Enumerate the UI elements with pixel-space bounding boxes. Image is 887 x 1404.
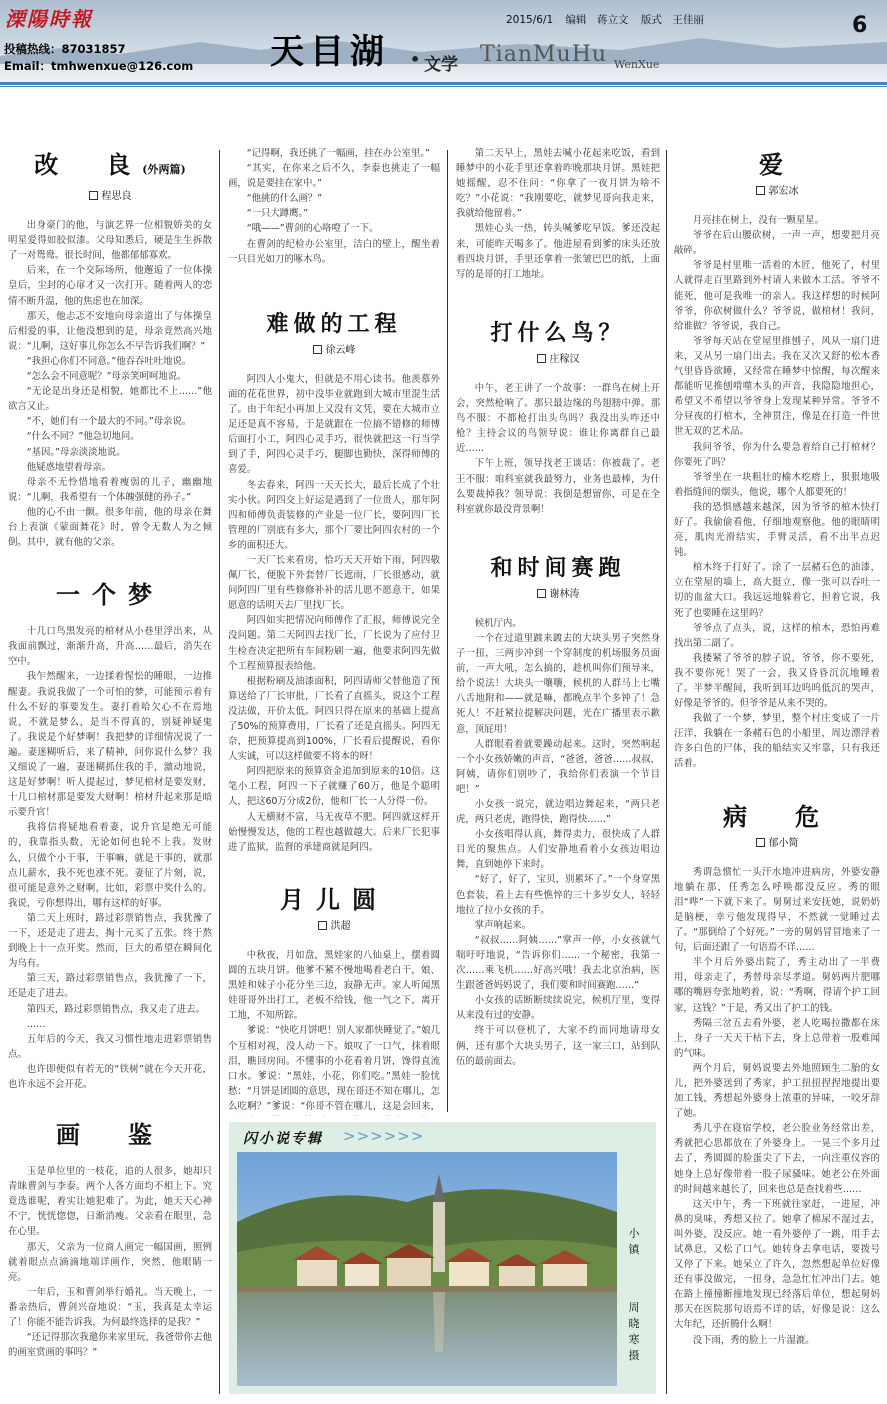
paragraph: …… bbox=[26, 1018, 46, 1030]
section-dot: • bbox=[410, 50, 421, 69]
paragraph: 出身豪门的他，与演艺界一位相貌娇美的女明星爱得如胶似漆。父母知悉后，硬是生生拆散了一对鸳鸯。很长时间，他都郁郁寡欢。 bbox=[8, 220, 212, 262]
article-body-dashenme bbox=[456, 381, 660, 517]
paragraph: 他的心不由一颤。很多年前，他的母亲在舞台上表演《蒙面舞花》时，曾令无数人为之倾倒。其中，就有他的父亲。 bbox=[8, 506, 212, 549]
paragraph: “怎么会不同意呢？”母亲笑呵呵地说。 bbox=[26, 371, 187, 383]
paragraph: 阿四人小鬼大，但就是不用心读书。他羡慕外面的花花世界，初中没毕业就跑到大城市里混生活了。由于年纪小再加上又没有文凭，要在大城市立足还是真不容易，于是就跟在一位搞不错修的师傅后面打小工，阿四心灵手巧，很快就把这一行当学到了手，阿四心灵手巧，腿脚也勤快，深得师傅的喜爱。 bbox=[228, 373, 440, 476]
paragraph: 我搂紧了爷爷的脖子说，爷爷，你不要死，我不要你死！哭了一会，我又昏昏沉沉地睡着了。半梦半醒间，我听到耳边呜呜低沉的哭声，好像是爷爷的。但爷爷是从来不哭的。 bbox=[674, 652, 880, 710]
paragraph: 半个月后外婆出院了，秀主动出了一半费用，母亲走了，秀替母亲尽孝道。舅妈两片肥哪哪的嘴唇夸张地哟着，说：“秀啊，得请个护工回家，这钱？”于是，秀又出了护工的钱。 bbox=[674, 957, 880, 1014]
section-pinyin-sub: WenXue bbox=[614, 58, 660, 71]
column-4 bbox=[674, 150, 880, 1400]
paragraph: “其实，在你来之后不久，李泰也挑走了一幅画，说是要挂在家中。” bbox=[228, 163, 440, 190]
author-line: 程思良 bbox=[8, 189, 212, 204]
paragraph: “什么不同？”他急切地问。 bbox=[26, 431, 140, 443]
article-title-gailiang: 改 良(外两篇) bbox=[34, 150, 186, 179]
article-title-dashenme: 打什么鸟？ bbox=[490, 319, 626, 346]
article-body-bingwei bbox=[674, 865, 880, 1348]
paragraph: 第三天，路过彩票销售点，我犹豫了一下，还是走了进去。 bbox=[8, 973, 212, 1000]
paragraph: “他挑的什么画？” bbox=[246, 193, 323, 205]
paragraph: 母亲不无怜惜地看着瘦弱的儿子，幽幽地说：“儿啊，我希望有一个体魄强健的孙子。” bbox=[8, 476, 212, 503]
town-photo-illustration bbox=[237, 1152, 617, 1386]
feature-header: 闪小说专辑 bbox=[243, 1131, 323, 1147]
paragraph: 小女孩的话断断续续说完，候机厅里，变得从来没有过的安静。 bbox=[456, 995, 660, 1022]
paragraph: 两个月后，舅妈说要去外地照顾生二胎的女儿，把外婆送到了秀家，护工扭扭捏捏地提出要加工钱，秀想起外婆身上浓重的异味，一咬牙辞了她。 bbox=[674, 1062, 880, 1120]
paragraph: “好了，好了，宝贝，别累坏了。”一个身穿黑色套装，看上去有些憔悴的三十多岁女人，轻轻地拉了拉小女孩的手。 bbox=[456, 874, 660, 916]
article-title-nanzuo: 难做的工程 bbox=[266, 310, 402, 337]
author-line: 庄稼汉 bbox=[456, 352, 660, 367]
column-2 bbox=[228, 146, 440, 1116]
paragraph: 那天，他忐忑不安地向母亲道出了与体操皇后相爱的事，让他没想到的是，母亲竟然高兴地说：“儿啊，这好事儿你怎么不早告诉我们啊？” bbox=[8, 310, 212, 352]
paragraph: “叔叔……阿姨……”掌声一停，小女孩就气喘吁吁地说，“告诉你们……一个秘密，我第一次……乘飞机……好高兴哦！我去北京治病，医生跟爸爸妈妈说了，我们要和时间赛跑……” bbox=[456, 934, 660, 992]
paragraph: 小女孩一说完，就边唱边舞起来，“两只老虎，两只老虎，跑得快，跑得快……” bbox=[456, 799, 660, 826]
column-3 bbox=[456, 146, 660, 1116]
paragraph: 我做了一个梦，梦里，整个村庄变成了一片汪洋，我躺在一条赭石色的小船里，周边漂浮着许多白色的尸体，我的船结实又牢靠，只有我还活着。 bbox=[674, 713, 880, 770]
article-title-hesaipao: 和时间赛跑 bbox=[490, 554, 626, 581]
paragraph: 我的恐惧感越来越深，因为爷爷的棺木快打好了。我偷偷看他，仔细地观察他。他的眼睛明亮，肌肉光滑结实，手臂灵活，看不出半点迟钝。 bbox=[674, 501, 880, 559]
photo-caption-credit: 周 晓 寒 摄 bbox=[628, 1301, 640, 1362]
issue-date: 2015/6/1 bbox=[506, 14, 554, 26]
paragraph: 我将信将疑地看着妻，说升官是绝无可能的，我靠指头数，无论如何也轮不上我。发财么，只做个小干事，干事嘛，就是干事的，就那点儿薪水，我不死也涨不死。妻征了片刻，说，很可能是意外之财啊，比如，彩票中奖什么的。我说，亏你想得出，哪有这样的好事。 bbox=[8, 822, 212, 909]
submission-hotline: 投稿热线：87031857 bbox=[4, 42, 126, 56]
article-title-bingwei: 病 危 bbox=[723, 801, 831, 831]
paragraph: 爷爷在后山腰砍树，一声一声，想要把月亮敲碎。 bbox=[674, 230, 880, 257]
article-title-yigemeng: 一个梦 bbox=[56, 580, 164, 610]
paragraph: 这天中午，秀一下班就往家赶，一进屋，冲鼻的臭味，秀想又拉了。她拿了棉尿不湿过去，叫外婆，没反应。她一看外婆停了一跳，用手去试鼻息，又松了口气。她转身去拿电话，要拨号又停了下来。她呆立了许久，忽然想起单位好像还有事没做完，一扭身，急急忙忙冲出门去。她在路上撞撞断撞地发现已经落后单位，想起舅妈那天在医院那句语焉不详的话，好像是说：这么大年纪，还折腾什么啊！ bbox=[674, 1198, 880, 1331]
paragraph: 爷爷坐在一块粗壮的榆木疙瘩上，狠狠地吸着指缝间的烟头，他说，哪个人都要死的！ bbox=[674, 471, 880, 498]
article-title-huajian: 画 鉴 bbox=[56, 1120, 164, 1150]
paragraph: 一个在过道里踱来踱去的大块头男子突然身子一扭，三两步冲到一个穿制度的机场服务员面前，一声大吼，怎么搞的，趁机叫你们预导来，给个说法！大块头一嚷嚷，候机的人群马上七嘴八舌地附和——就是嘛，都晚点半个多钟了！急死人！不赶紧拉提解决问题，光在广播里表示歉意，顶屁用！ bbox=[456, 632, 660, 735]
paragraph: 爹说：“快吃月饼吧！别人家都快睡觉了。”娘几个互相对视，没人动一下。娘叹了一口气，抹着眼泪，瞧回房间。不懂事的小花看着月饼，馋得直流口水。爹说：“黑娃，小花，你们吃。”黑娃一脸忧愁：“月饼是团圆的意思，现在哥还不知在哪儿，怎么吃啊？”爹说：“你哥不管在哪儿，这是会回来， bbox=[228, 1025, 440, 1112]
paragraph: 中午，老王讲了一个故事：一群鸟在树上开会，突然枪响了。那只最边缘的鸟翅膀中弹。那鸟不服：不都枪打出头鸟吗？我没出头咋还中枪？主持会议的鸟领导说：谁让你离群自己最近…… bbox=[456, 382, 660, 455]
section-subtitle: 文学 bbox=[424, 55, 458, 75]
masthead bbox=[0, 0, 887, 82]
paragraph: “一只大蹲鹰。” bbox=[246, 208, 309, 220]
author-line: 郭宏冰 bbox=[674, 184, 880, 199]
article-body-nanzuo bbox=[228, 372, 440, 855]
paragraph: 没下雨，秀的脸上一片湿漉。 bbox=[692, 1334, 815, 1346]
paragraph: 那天，父亲为一位商人画完一幅国画，照例就着眼点点滴滴地端详画作，突然，他眼睛一亮。 bbox=[8, 1241, 212, 1283]
paragraph: “不，她们有一个最大的不同。”母亲说。 bbox=[26, 416, 192, 428]
paragraph: 我乍然醒来，一边揉着惺忪的睡眼，一边推醒妻。我说我做了一个可怕的梦，可能预示着有什么不好的事要发生。妻打着哈欠心不在焉地说，不就是梦么，是当不得真的，别疑神疑鬼了。我说是个好梦啊！我把梦的详细情况说了一遍。妻迷糊听后，来了精神，问你说什么梦？我又细说了一遍，妻迷糊抓住我的手，激动地说，这是好梦啊！听人提起过，梦见棺材是要发财，十几口棺材那是要发大财啊！棺材升起来那是暗示要升官！ bbox=[8, 671, 212, 819]
paragraph: 爷爷是村里唯一活着的木匠，他死了，村里人就得走百里路到外村请人来做木工活。爷爷不能死，他可是我唯一的亲人。我这样想的时候阿爷爷，你砍树做什么？爷爷说，做棺材！我问，给谁做？爷爷说，我自己。 bbox=[674, 260, 880, 332]
paragraph: “无论是出身还是相貌，她都比不上……”他欲言又止。 bbox=[8, 386, 212, 413]
paragraph: 后来，在一个交际场所，他邂逅了一位体操皇后，尘封的心扉才又一次打开。随着两人的恋情不断升温，他的焦虑也在加深。 bbox=[8, 265, 212, 307]
paragraph: 阿四如实把情况向师傅作了汇报，师傅说完全没问题。第二天阿四去找厂长，厂长说为了应付卫生检查决定把所有车间粉刷一遍，他要求阿四先做个工程预算报表给他。 bbox=[228, 615, 440, 672]
paragraph: 人群眼看着就要躁动起来。这时，突然响起一个小女孩娇嫩的声音，“爸爸，爸爸……叔叔，阿姨，请你们别吵了，我给你们表演一个节目吧！” bbox=[456, 738, 660, 795]
issue-info bbox=[506, 12, 713, 27]
paragraph: “哦——”曹剑的心咯噔了一下。 bbox=[246, 223, 379, 235]
article-body-huajian-cont bbox=[228, 146, 440, 267]
paragraph: 下午上班，领导找老王谈话：你被裁了。老王不服：咱科室就我最努力，业务也最棒，为什么要裁掉我？领导说：我倒是想留你，可是在全科室就你最没背景啊！ bbox=[456, 458, 660, 515]
paragraph: 终于可以登机了，大家不约而同地请母女俩，还有那个大块头男子，这一家三口，站到队伍的最前面去。 bbox=[456, 1025, 660, 1067]
paragraph: “我担心你们不同意。”他吞吞吐吐地说。 bbox=[26, 355, 192, 367]
column-divider bbox=[666, 150, 667, 1394]
article-body-ai bbox=[674, 213, 880, 771]
paragraph: 小女孩唱得认真，舞得卖力，很快成了人群目光的聚焦点。人们安静地看着小女孩边唱边舞，直到她停下来时。 bbox=[456, 829, 660, 871]
paragraph: 十几口鸟黑发亮的棺材从小巷里浮出来，从我面前飘过，渐渐升高，升高……最后，消失在空中。 bbox=[8, 626, 212, 668]
paragraph: 根据粉刷及油漆面积，阿四请师父替他造了预算送给了厂长审批，厂长看了直摇头，说这个工程没法做，开价太低。阿四只得在原来的基础上提高了50%的预算费用，厂长看了还是直摇头。阿四无奈，把预算提高到100%，厂长看后提醒说，看你人实诚，可以这样做要不将本的呀！ bbox=[228, 675, 440, 763]
paragraph: “基因。”母亲淡淡地说。 bbox=[26, 446, 126, 458]
paragraph: 五年后的今天，我又习惯性地走进彩票销售点。 bbox=[8, 1033, 212, 1060]
paragraph: 爷爷点了点头，说，这样的棺木，恐怕再难找出第二副了。 bbox=[674, 622, 880, 649]
author-line: 徐云峰 bbox=[228, 343, 440, 358]
arrow-decoration-icon: >>>>>> bbox=[343, 1127, 425, 1145]
paragraph: 他疑惑地望着母亲。 bbox=[26, 461, 112, 473]
paragraph: 阿四把原来的预算资金追加到原来的10倍。这笔小工程，阿四一下子就赚了60万，他是个聪明人，把这60万分成2份，他和厂长一人分得一份。 bbox=[228, 766, 440, 808]
paragraph: 人无横财不富，马无夜草不肥。阿四就这样开始慢慢发达，他的工程也越做越大。后来厂长犯事进了监狱，监督的承建商就是阿四。 bbox=[228, 811, 440, 853]
paragraph: “还记得那次我邀你来家里玩，我爸带你去他的画室赏画的事吗？” bbox=[8, 1332, 212, 1359]
paragraph: 一年后，玉和曹剑举行婚礼。当天晚上，一番亲热后，曹剑兴奋地说：“玉，我真是太幸运了！你能不能告诉我，为何最终选择的是我？” bbox=[8, 1286, 212, 1328]
article-body-huajian bbox=[8, 1164, 212, 1360]
article-body-yueeryuan bbox=[228, 948, 440, 1116]
paragraph: 中秋夜，月如盘，黑娃家的八仙桌上，摆着圆圆的五块月饼。他爹不紧不慢地喝着老白干，娘、黑娃和妹子小花分坐三边，寂静无声。家人听闻黑娃哥哥外出打工，老板不给钱，他一气之下，离开工地，不知所踪。 bbox=[228, 949, 440, 1022]
riverside-town-photo bbox=[237, 1152, 617, 1386]
page-number: 6 bbox=[852, 13, 868, 38]
paragraph: 候机厅内。 bbox=[474, 617, 522, 629]
paragraph: 第二天上班时，路过彩票销售点，我犹豫了一下，还是走了进去，掏十元买了五张。终于熬到晚上十一点开奖。然而，巨大的希望在瞬间化为乌有。 bbox=[8, 912, 212, 970]
editor-credit: 编辑 蒋立文 bbox=[565, 14, 629, 26]
author-line: 谢林涛 bbox=[456, 587, 660, 602]
submission-email: Email：tmhwenxue@126.com bbox=[4, 59, 194, 73]
masthead-rule bbox=[0, 82, 887, 85]
paragraph: 我问爷爷，你为什么要急着给自己打棺材？你要死了吗？ bbox=[674, 441, 880, 468]
paragraph: 冬去春来，阿四一天天长大，最后长成了个壮实小伙。阿四交上好运是遇到了一位贵人，那年阿四和师傅负责装修的产业是一位厂长，要阿四厂长管理的厂别底有多大，那个厂要比阿四农村的一个乡的面积还大。 bbox=[228, 479, 440, 551]
article-body-yigemeng bbox=[8, 624, 212, 1092]
article-body-hesaipao bbox=[456, 616, 660, 1069]
column-1 bbox=[8, 150, 212, 1400]
paragraph: 爷爷每天站在堂屋里推刨子，风从一扇门进来，又从另一扇门出去。我在又次又舒的松木香气里昏昏欲睡，又经常在睡梦中惊醒，每次醒来都能听见推刨啃噬木头的声音，我隐隐地担心，希望又不希望以爷爷身上发现某种异常。爷爷不分昼夜的打棺木，全神贯注，像是在打造一件世世无双的艺术品。 bbox=[674, 335, 880, 438]
paragraph: 在曹剑的纪检办公室里，洁白的壁上，醒坐着一只目光如刀的啄木鸟。 bbox=[228, 238, 440, 265]
paragraph: “记得啊，我还挑了一幅画，挂在办公室里。” bbox=[246, 148, 430, 159]
article-body-gailiang bbox=[8, 218, 212, 550]
paragraph: 秀谓急惯忙一头汗水地冲进病房，外婆安静地躺在那，任秀怎么呼唤都没反应。秀的眼泪“哗”一下就下来了。舅舅过来安抚她，说奶奶是脑梗，幸亏他发现得早，不然就一觉睡过去了。“那倒给了个好死。”一旁的舅妈冒冒地来了一句，后面还跟了一句语焉不详…… bbox=[674, 866, 880, 954]
author-line: 洪超 bbox=[228, 919, 440, 934]
paragraph: 棺木终于打好了。涂了一层赭石色的油漆，立在堂屋的墙上，高大挺立，像一张可以吞吐一切的血盆大口。我远远地躲着它，担着它说，我死了也要睡在这里吗？ bbox=[674, 562, 880, 619]
paragraph: 一天厂长来看房，恰巧天天开始下雨，阿四敬佩厂长，便脱下外套替厂长遮雨，厂长很感动，就问阿四厂里有些修修补补的活儿愿不愿意干，如果愿意的话明天去厂里找厂长。 bbox=[228, 554, 440, 612]
photo-caption-title: 小 镇 bbox=[628, 1227, 640, 1256]
article-body-col3-top: 第二天早上，黑娃去喊小花起来吃饭，看到睡梦中的小花手里还拿着昨晚那块月饼。黑娃把她摇醒，忍不住问：“你拿了一夜月饼为啥不吃？”小花说：“我刚要吃，就梦见哥向我走来，我就给他留着。” 黑娃心头一热，转头喊爹吃早饭。爹还没起来，可能昨天喝多了。他进屋看到爹的床头还放着四块月饼，手里还拿着一张皱巴巴的纸，上面写的是哥的打工地址。 bbox=[456, 148, 660, 280]
flash-fiction-feature bbox=[229, 1122, 656, 1394]
article-title-ai: 爱 bbox=[759, 150, 795, 179]
paragraph: 第四天，路过彩票销售点，我又走了进去。 bbox=[26, 1003, 205, 1015]
article-title-yueeryuan: 月儿圆 bbox=[280, 884, 388, 914]
paragraph: 秀几乎在寝宿学校，老公脸业务经常出差，秀就把心思都放在了外婆身上。一晃三个多月过去了，秀圆圆的脸蛋尖了下去，一向注重仪容的她身上总好像带着一股子尿骚味。她老公在外面的时间越来越长了，回来也总是查找着些…… bbox=[674, 1123, 880, 1195]
section-title: 天目湖 bbox=[270, 32, 390, 72]
paragraph: 也许即便似有若无的“铁树”就在今天开花，也许永远不会开花。 bbox=[8, 1063, 212, 1090]
paragraph: 月亮挂在树上，没有一颗星星。 bbox=[692, 215, 825, 227]
author-line: 郁小简 bbox=[674, 836, 880, 851]
paragraph: 玉是单位里的一枝花，追的人很多，她却只青睐曹剑与李泰。两个人各方面均不相上下。究竟选谁呢，着实让她犯难了。为此，她天天心神不宁，恍恍惚惚，日渐消瘦。父亲看在眼里，急在心里。 bbox=[8, 1166, 212, 1238]
designer-credit: 版式 王佳丽 bbox=[640, 14, 704, 26]
paragraph: 秀隔三岔五去看外婆，老人吃喝拉撒都在床上，身子一天天干枯下去，身上总带着一股难闻的气味。 bbox=[674, 1017, 880, 1059]
section-pinyin: TianMuHu bbox=[480, 42, 608, 67]
paragraph: 掌声响起来。 bbox=[474, 919, 532, 931]
masthead-rule-thin bbox=[0, 86, 887, 87]
column-divider bbox=[447, 150, 448, 1112]
newspaper-name: 溧陽時報 bbox=[5, 7, 93, 31]
column-divider bbox=[219, 150, 220, 1394]
